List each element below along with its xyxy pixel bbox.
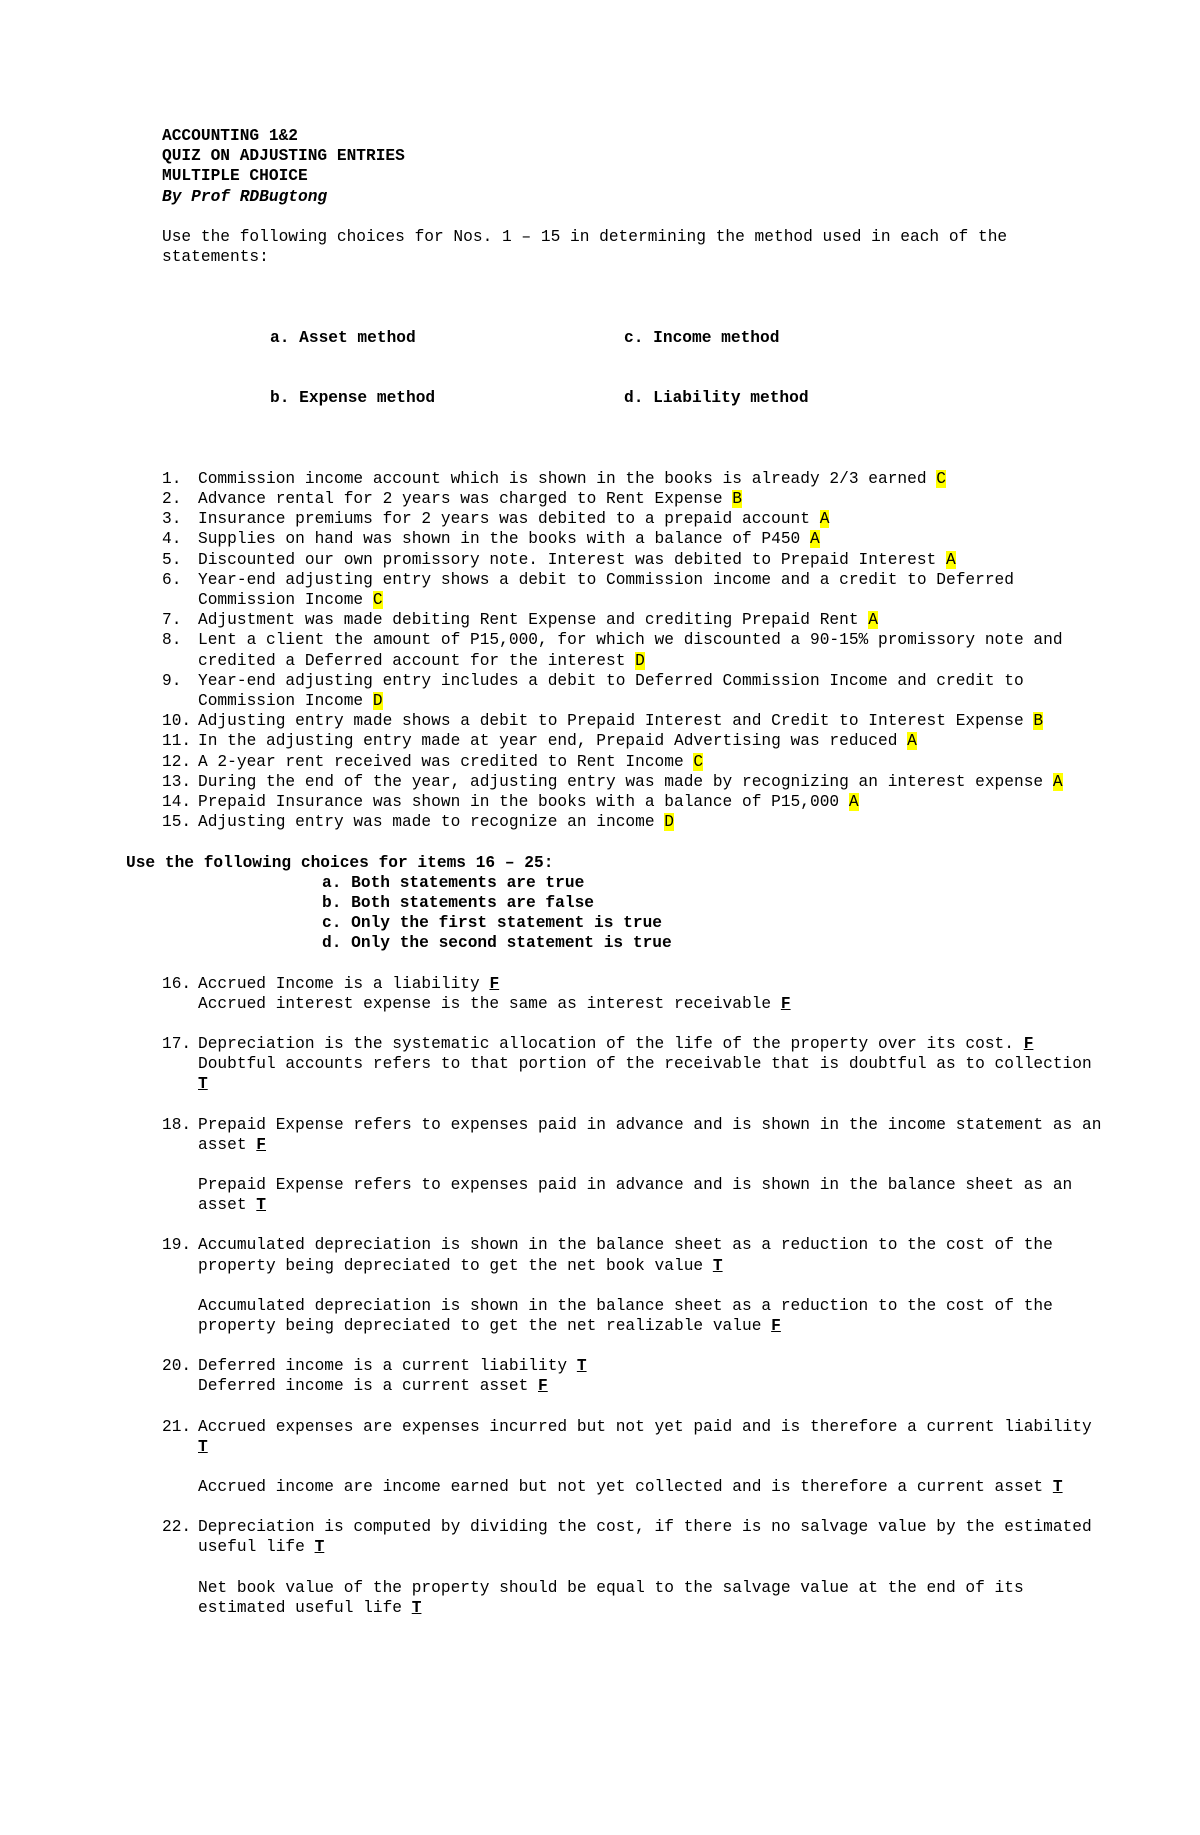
tf-statements [198, 1034, 1102, 1095]
part2-instruction: Use the following choices for items 16 – 25: [126, 853, 554, 872]
question-item [162, 792, 1102, 812]
answer-highlight: C [372, 591, 383, 610]
question-text: A 2-year rent received was credited to Rent Income C [198, 752, 704, 771]
quiz-title: QUIZ ON ADJUSTING ENTRIES [162, 147, 405, 166]
statement-2: Deferred income is a current asset F [198, 1377, 548, 1396]
tf-question-item [162, 1115, 1102, 1216]
tf-statements [198, 1235, 1102, 1336]
question-item [162, 731, 1102, 751]
question-item [162, 812, 1102, 832]
question-text: Advance rental for 2 years was charged to Rent Expense B [198, 490, 742, 509]
tf-question-item [162, 1235, 1102, 1336]
question-number: 3. [162, 510, 182, 529]
question-item [162, 550, 1102, 570]
question-item [162, 630, 1102, 670]
statement-2: Net book value of the property should be equal to the salvage value at the end of its estimated useful life T [198, 1578, 1024, 1617]
part2-question-list [162, 974, 1102, 1618]
tf-statements [198, 1517, 1102, 1618]
answer-highlight: B [732, 490, 742, 509]
statement-1: Depreciation is the systematic allocation of the life of the property over its cost. F [198, 1034, 1034, 1053]
question-item [162, 671, 1102, 711]
tf-statements [198, 974, 1102, 1014]
question-text: Adjusting entry made shows a debit to Prepaid Interest and Credit to Interest Expense B [198, 712, 1044, 731]
question-text: Year-end adjusting entry includes a debit to Deferred Commission Income and credit to Commission Income D [198, 671, 1024, 711]
answer-highlight: A [819, 510, 830, 529]
question-number: 11. [162, 732, 192, 751]
statement-1: Accrued Income is a liability F [198, 974, 500, 993]
question-number: 17. [162, 1034, 192, 1053]
question-number: 5. [162, 550, 182, 569]
answer-mark: F [780, 994, 791, 1013]
part1-choices [162, 287, 1102, 449]
statement-2: Doubtful accounts refers to that portion of the receivable that is doubtful as to collection T [198, 1055, 1092, 1094]
question-text: Supplies on hand was shown in the books with a balance of P450 A [198, 530, 820, 549]
choice-b: b. Expense method [270, 389, 436, 408]
answer-highlight: A [907, 732, 917, 751]
question-number: 4. [162, 530, 182, 549]
question-number: 18. [162, 1115, 192, 1134]
question-item [162, 610, 1102, 630]
question-item [162, 752, 1102, 772]
question-number: 14. [162, 793, 192, 812]
answer-highlight: A [848, 793, 859, 812]
tf-question-item [162, 1517, 1102, 1618]
answer-highlight: C [693, 752, 704, 771]
tf-statements [198, 1356, 1102, 1396]
statement-1: Accumulated depreciation is shown in the balance sheet as a reduction to the cost of the property being depreciated to get the net book value T [198, 1236, 1053, 1275]
option-d: d. Only the second statement is true [322, 934, 672, 953]
question-number: 19. [162, 1236, 192, 1255]
answer-highlight: D [372, 692, 383, 711]
answer-mark: T [1052, 1477, 1063, 1496]
answer-highlight: A [868, 611, 878, 630]
question-item [162, 469, 1102, 489]
answer-highlight: A [1052, 772, 1063, 791]
tf-statements [198, 1115, 1102, 1216]
question-item [162, 529, 1102, 549]
question-item [162, 772, 1102, 792]
answer-mark: T [712, 1256, 723, 1275]
answer-mark: F [1023, 1034, 1034, 1053]
choice-d: d. Liability method [624, 389, 809, 408]
option-a: a. Both statements are true [322, 873, 585, 892]
question-text: Lent a client the amount of P15,000, for which we discounted a 90-15% promissory note and credited a Deferred account for the interest D [198, 631, 1063, 670]
question-text: During the end of the year, adjusting entry was made by recognizing an interest expense A [198, 772, 1063, 791]
answer-highlight: B [1033, 712, 1044, 731]
question-item [162, 570, 1102, 610]
question-number: 1. [162, 469, 182, 488]
tf-question-item [162, 1417, 1102, 1498]
tf-question-item [162, 1034, 1102, 1095]
answer-mark: T [411, 1598, 422, 1617]
answer-mark: T [576, 1357, 587, 1376]
question-text: Adjustment was made debiting Rent Expense and crediting Prepaid Rent A [198, 611, 878, 630]
statement-2: Accumulated depreciation is shown in the balance sheet as a reduction to the cost of the property being depreciated to get the net realizable value F [198, 1296, 1053, 1335]
answer-mark: T [198, 1075, 208, 1094]
quiz-type: MULTIPLE CHOICE [162, 167, 308, 186]
part1-instruction: Use the following choices for Nos. 1 – 15 in determining the method used in each of the statements: [162, 227, 1008, 267]
question-number: 22. [162, 1518, 192, 1537]
question-number: 21. [162, 1417, 192, 1436]
answer-mark: T [256, 1196, 267, 1215]
question-text: Year-end adjusting entry shows a debit to Commission income and a credit to Deferred Commission Income C [198, 570, 1014, 610]
answer-mark: F [489, 974, 500, 993]
statement-2: Accrued interest expense is the same as interest receivable F [198, 994, 791, 1013]
question-item [162, 711, 1102, 731]
part2-options [322, 873, 1102, 954]
question-item [162, 489, 1102, 509]
statement-1: Deferred income is a current liability T [198, 1357, 587, 1376]
author-line: By Prof RDBugtong [162, 187, 328, 206]
answer-mark: T [314, 1538, 325, 1557]
choice-a: a. Asset method [270, 328, 416, 347]
answer-mark: F [771, 1316, 781, 1335]
question-number: 16. [162, 974, 192, 993]
statement-2: Accrued income are income earned but not yet collected and is therefore a current asset T [198, 1477, 1063, 1496]
answer-highlight: D [664, 813, 674, 832]
question-text: Insurance premiums for 2 years was debited to a prepaid account A [198, 510, 830, 529]
answer-highlight: A [810, 530, 820, 549]
tf-question-item [162, 974, 1102, 1014]
answer-mark: F [256, 1135, 267, 1154]
question-item [162, 509, 1102, 529]
tf-question-item [162, 1356, 1102, 1396]
choice-c: c. Income method [624, 328, 780, 347]
part1-question-list [162, 469, 1102, 833]
option-c: c. Only the first statement is true [322, 914, 662, 933]
question-number: 8. [162, 631, 182, 650]
question-text: Prepaid Insurance was shown in the books with a balance of P15,000 A [198, 793, 859, 812]
question-text: In the adjusting entry made at year end, Prepaid Advertising was reduced A [198, 732, 917, 751]
answer-highlight: A [945, 550, 956, 569]
question-number: 12. [162, 752, 192, 771]
answer-mark: T [198, 1437, 208, 1456]
course-title: ACCOUNTING 1&2 [162, 127, 298, 145]
option-b: b. Both statements are false [322, 893, 594, 912]
question-number: 9. [162, 671, 182, 690]
answer-mark: F [538, 1377, 548, 1396]
answer-highlight: D [635, 651, 645, 670]
question-text: Commission income account which is shown in the books is already 2/3 earned C [198, 469, 946, 488]
question-text: Adjusting entry was made to recognize an income D [198, 813, 674, 832]
question-number: 7. [162, 611, 182, 630]
question-text: Discounted our own promissory note. Interest was debited to Prepaid Interest A [198, 550, 956, 569]
statement-1: Depreciation is computed by dividing the cost, if there is no salvage value by the estimated useful life T [198, 1518, 1092, 1557]
question-number: 20. [162, 1357, 192, 1376]
question-number: 6. [162, 570, 182, 589]
question-number: 2. [162, 490, 182, 509]
statement-1: Accrued expenses are expenses incurred but not yet paid and is therefore a current liability T [198, 1417, 1092, 1456]
quiz-document [126, 126, 1102, 1618]
question-number: 10. [162, 712, 192, 731]
answer-highlight: C [936, 469, 946, 488]
question-number: 15. [162, 813, 192, 832]
statement-2: Prepaid Expense refers to expenses paid in advance and is shown in the balance sheet as an asset T [198, 1175, 1073, 1215]
statement-1: Prepaid Expense refers to expenses paid in advance and is shown in the income statement as an asset F [198, 1115, 1102, 1154]
question-number: 13. [162, 772, 192, 791]
tf-statements [198, 1417, 1102, 1498]
